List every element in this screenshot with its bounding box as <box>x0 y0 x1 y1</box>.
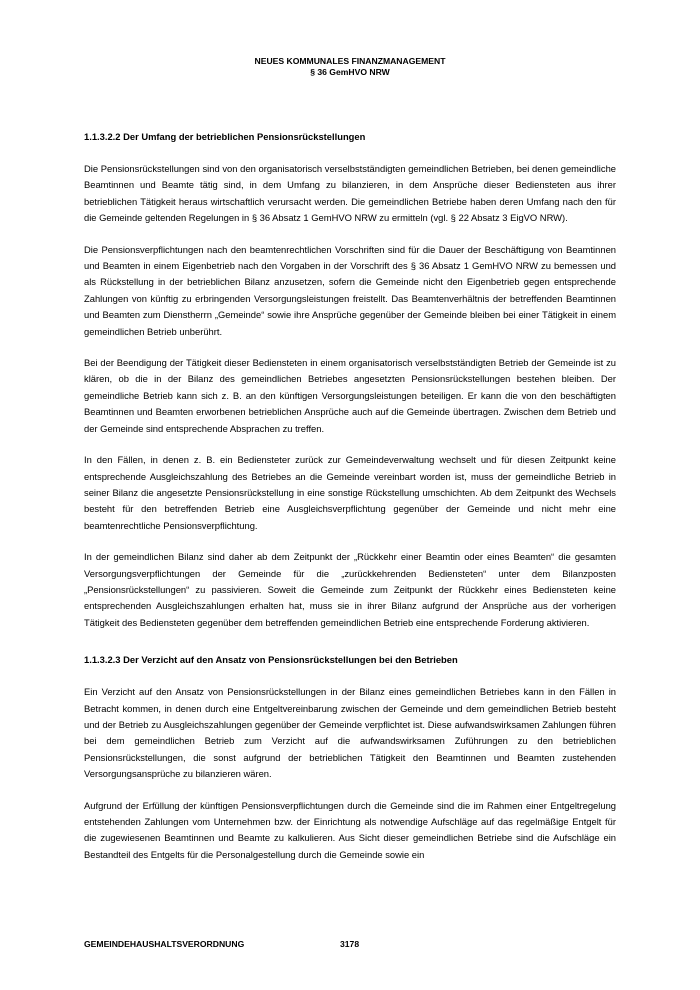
paragraph: In der gemeindlichen Bilanz sind daher ab dem Zeitpunkt der „Rückkehr einer Beamtin oder eines Beamten“ die gesamten Versorgungsverpflichtungen der Gemeinde für die „zurückkehrenden Bediensteten“ unter dem Bilanzposten „Pensionsrückstellungen“ zu passivieren. Soweit die Gemeinde zum Zeitpunkt der Rückkehr eines Bediensteten keine entsprechenden Ausgleichszahlungen erhalten hat, muss sie in ihrer Bilanz aufgrund der Ansprüche aus der vorherigen Tätigkeit des Bediensteten gegenüber dem betreffenden gemeindlichen Betrieb eine entsprechende Forderung aktivieren. <box>84 551 616 628</box>
header-subtitle: § 36 GemHVO NRW <box>310 67 390 77</box>
document-body <box>84 130 616 878</box>
paragraph: Ein Verzicht auf den Ansatz von Pensionsrückstellungen in der Bilanz eines gemeindlichen Betriebes kann in den Fällen in Betracht kommen, in denen durch eine Entgeltvereinbarung zwischen der Gemeinde und dem gemeindlichen Betrieb besteht und der Betrieb zu Ausgleichszahlungen gegenüber der Gemeinde verpflichtet ist. Diese aufwandswirksamen Zahlungen führen bei dem gemeindlichen Betrieb zum Verzicht auf die aufwandswirksamen Zuführungen zu den betrieblichen Pensionsrückstellungen, die sonst aufgrund der betrieblichen Tätigkeit den Beamtinnen und Beamten zustehenden Versorgungsansprüche zu bilanzieren wären. <box>84 686 616 780</box>
page-footer <box>84 938 616 950</box>
section-heading: 1.1.3.2.2 Der Umfang der betrieblichen Pensionsrückstellungen <box>84 131 366 142</box>
page-header <box>0 56 700 78</box>
paragraph: Aufgrund der Erfüllung der künftigen Pensionsverpflichtungen durch die Gemeinde sind die im Rahmen einer Entgeltregelung entstehenden Zahlungen vom Unternehmen bzw. der Einrichtung als notwendige Aufschläge auf das regelmäßige Entgelt für die zugewiesenen Beamtinnen und Beamte zu kalkulieren. Aus Sicht dieser gemeindlichen Betriebe sind die Aufschläge ein Bestandteil des Entgelts für die Personalgestellung durch die Gemeinde sowie ein <box>84 799 616 860</box>
paragraph: Bei der Beendigung der Tätigkeit dieser Bediensteten in einem organisatorisch verselbstständigten Betrieb der Gemeinde ist zu klären, ob die in der Bilanz des gemeindlichen Betriebes angesetzten Pensionsrückstellungen bestehen bleiben. Der gemeindliche Betrieb kann sich z. B. an den künftigen Versorgungsleistungen beteiligen. Er kann die von den beschäftigten Beamtinnen und Beamten erworbenen betrieblichen Ansprüche auch auf die Gemeinde übertragen. Zwischen dem Betrieb und der Gemeinde sind entsprechende Absprachen zu treffen. <box>84 357 616 434</box>
paragraph: Die Pensionsrückstellungen sind von den organisatorisch verselbstständigten gemeindlichen Betrieben, bei denen gemeindliche Beamtinnen und Beamte tätig sind, in dem Umfang zu bilanzieren, in dem Ansprüche dieser Bediensteten aus ihrer betrieblichen Tätigkeit heraus wirtschaftlich verursacht werden. Die gemeindlichen Betriebe haben deren Umfang nach den für die Gemeinde geltenden Regelungen in § 36 Absatz 1 GemHVO NRW zu ermitteln (vgl. § 22 Absatz 3 EigVO NRW). <box>84 163 616 224</box>
paragraph: In den Fällen, in denen z. B. ein Bediensteter zurück zur Gemeindeverwaltung wechselt und für diesen Zeitpunkt keine entsprechende Ausgleichszahlung des Betriebes an die Gemeinde vereinbart worden ist, muss der gemeindliche Betrieb in seiner Bilanz die angesetzte Pensionsrückstellung in eine sonstige Rückstellung umschichten. Ab dem Zeitpunkt des Wechsels besteht für den betreffenden Betrieb eine Ausgleichsverpflichtung gegenüber der Gemeinde und nicht mehr eine beamtenrechtliche Pensionsverpflichtung. <box>84 454 616 531</box>
paragraph: Die Pensionsverpflichtungen nach den beamtenrechtlichen Vorschriften sind für die Dauer der Beschäftigung von Beamtinnen und Beamten in einem Eigenbetrieb nach den Vorgaben in der Vorschrift des § 36 Absatz 1 GemHVO NRW zu bemessen und als Rückstellung in der betrieblichen Bilanz anzusetzen, sofern die Gemeinde nicht den Eigenbetrieb gegen entsprechende Zahlungen von künftig zu erbringenden Versorgungsleistungen freistellt. Das Beamtenverhältnis der betreffenden Beamtinnen und Beamten zum Dienstherrn „Gemeinde“ sowie ihre Ansprüche gegenüber der Gemeinde bleiben bei einer Tätigkeit in einem gemeindlichen Betrieb unberührt. <box>84 243 616 337</box>
footer-title: GEMEINDEHAUSHALTSVERORDNUNG <box>84 939 245 949</box>
page-number: 3178 <box>340 939 360 949</box>
header-title: NEUES KOMMUNALES FINANZMANAGEMENT <box>254 56 446 66</box>
section-heading: 1.1.3.2.3 Der Verzicht auf den Ansatz von Pensionsrückstellungen bei den Betrieben <box>84 654 458 666</box>
